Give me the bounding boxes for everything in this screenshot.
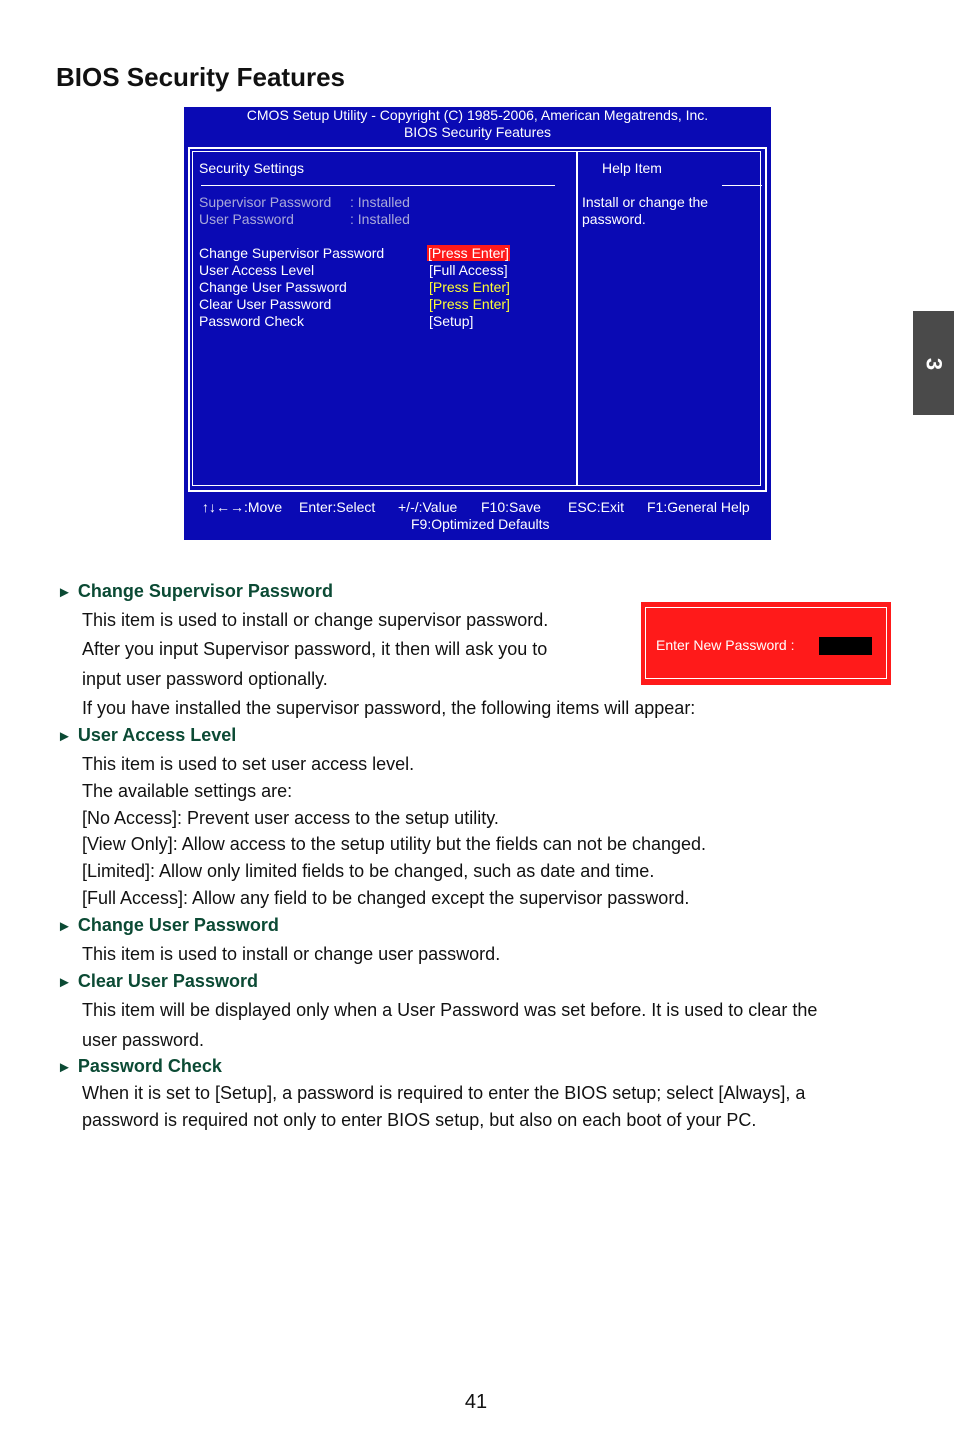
password-popup <box>641 602 891 685</box>
paragraph-line: [No Access]: Prevent user access to the setup utility. <box>82 808 499 828</box>
page-number: 41 <box>464 1391 488 1413</box>
bios-footer-save: F10:Save <box>481 499 541 515</box>
password-popup-border <box>645 607 887 679</box>
bios-value-clear-user-password[interactable]: [Press Enter] <box>429 296 510 312</box>
bios-item-clear-user-password[interactable]: Clear User Password <box>199 296 332 312</box>
paragraph-line: input user password optionally. <box>82 669 328 689</box>
paragraph-line: If you have installed the supervisor password, the following items will appear: <box>82 698 696 718</box>
arrow-icon: ► <box>57 584 72 601</box>
paragraph-line: password is required not only to enter BIOS setup, but also on each boot of your PC. <box>82 1110 757 1130</box>
paragraph-line: This item is used to set user access level. <box>82 754 415 774</box>
bios-footer-optimized-defaults: F9:Optimized Defaults <box>411 516 550 532</box>
bios-status-user-label: User Password <box>199 211 294 227</box>
bios-footer-value: +/-/:Value <box>398 499 458 515</box>
bios-status-supervisor-value: : Installed <box>350 194 410 210</box>
chapter-number: 3 <box>921 357 947 371</box>
bios-item-password-check[interactable]: Password Check <box>199 313 305 329</box>
bios-value-user-access-level[interactable]: [Full Access] <box>429 262 508 278</box>
bios-left-rule <box>201 185 555 186</box>
arrow-icon: ► <box>57 918 72 935</box>
bios-security-settings-title: Security Settings <box>199 160 305 176</box>
bios-right-rule <box>722 185 762 186</box>
bios-value-password-check[interactable]: [Setup] <box>429 313 474 329</box>
bios-status-user-value: : Installed <box>350 211 410 227</box>
bios-screen <box>184 107 771 540</box>
bios-help-line1: Install or change the <box>582 194 709 210</box>
chapter-tab <box>913 311 954 415</box>
bios-value-change-supervisor-password[interactable]: [Press Enter] <box>428 245 509 261</box>
bios-item-change-supervisor-password[interactable]: Change Supervisor Password <box>199 245 385 261</box>
paragraph-line: [Limited]: Allow only limited fields to be changed, such as date and time. <box>82 861 655 881</box>
paragraph-line: [Full Access]: Allow any field to be changed except the supervisor password. <box>82 888 690 908</box>
page-title: BIOS Security Features <box>56 62 345 92</box>
bios-item-change-user-password[interactable]: Change User Password <box>199 279 347 295</box>
paragraph-line: The available settings are: <box>82 781 293 801</box>
paragraph-line: This item is used to install or change user password. <box>82 944 501 964</box>
arrow-icon: ► <box>57 1059 72 1076</box>
bios-frame-inner <box>192 151 761 486</box>
paragraph-line: user password. <box>82 1030 205 1050</box>
bios-value-change-user-password[interactable]: [Press Enter] <box>429 279 510 295</box>
password-input[interactable] <box>819 637 872 655</box>
bios-header-title: BIOS Security Features <box>403 124 552 140</box>
bios-status-supervisor-label: Supervisor Password <box>199 194 332 210</box>
paragraph-line: This item is used to install or change supervisor password. <box>82 610 549 630</box>
section-heading-user-access-level: ► User Access Level <box>57 725 237 745</box>
section-heading-change-user-password: ► Change User Password <box>57 915 279 935</box>
paragraph-line: When it is set to [Setup], a password is required to enter the BIOS setup; select [Always], a <box>82 1083 806 1103</box>
section-heading-password-check: ► Password Check <box>57 1056 222 1076</box>
bios-footer-exit: ESC:Exit <box>568 499 625 515</box>
bios-frame <box>188 147 767 492</box>
bios-help-title: Help Item <box>602 160 662 176</box>
password-popup-label: Enter New Password : <box>656 637 795 653</box>
bios-footer-move: ↑↓←→:Move <box>202 499 283 515</box>
bios-footer-general-help: F1:General Help <box>647 499 750 515</box>
bios-header-copyright: CMOS Setup Utility - Copyright (C) 1985-2006, American Megatrends, Inc. <box>246 107 709 123</box>
arrow-icon: ► <box>57 728 72 745</box>
paragraph-line: After you input Supervisor password, it then will ask you to <box>82 639 548 659</box>
section-heading-change-supervisor-password: ► Change Supervisor Password <box>57 581 333 601</box>
arrow-icon: ► <box>57 974 72 991</box>
paragraph-line: This item will be displayed only when a User Password was set before. It is used to clear the <box>82 1000 818 1020</box>
bios-divider <box>576 152 578 485</box>
paragraph-line: [View Only]: Allow access to the setup utility but the fields can not be changed. <box>82 834 707 854</box>
bios-help-line2: password. <box>582 211 646 227</box>
section-heading-clear-user-password: ► Clear User Password <box>57 971 258 991</box>
bios-item-user-access-level[interactable]: User Access Level <box>199 262 315 278</box>
bios-footer-select: Enter:Select <box>299 499 376 515</box>
